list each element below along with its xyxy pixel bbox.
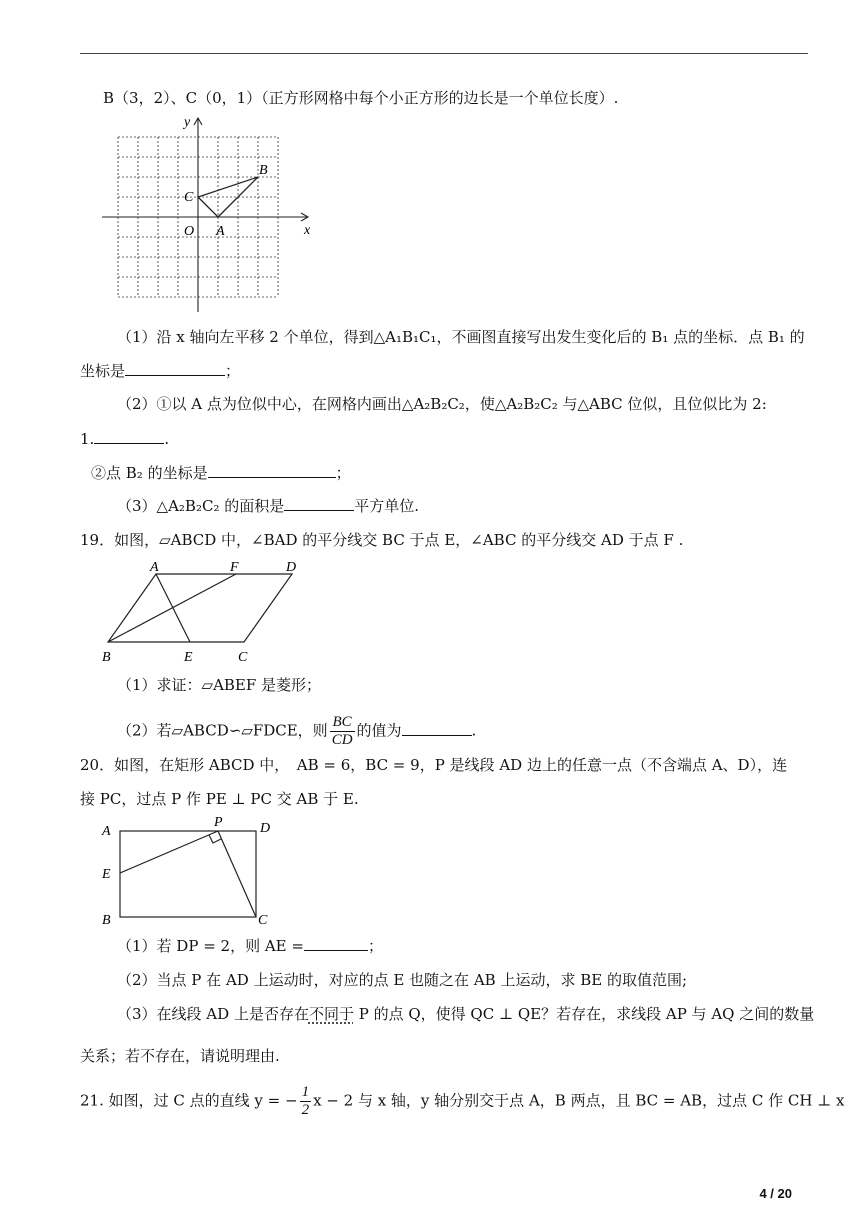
- q20-label-e: E: [102, 867, 111, 882]
- rectangle-figure: [98, 810, 288, 930]
- graph-label-c: C: [184, 190, 194, 205]
- q20-label-c: C: [258, 913, 268, 928]
- q19-fraction-numerator: BC: [330, 714, 355, 732]
- q19-label-c: C: [238, 650, 248, 665]
- q19-stem: 19．如图，▱ABCD 中，∠BAD 的平分线交 BC 于点 E，∠ABC 的平分线交 AD 于点 F .: [80, 531, 684, 549]
- parallelogram-figure: [98, 556, 310, 668]
- q19-label-f: F: [230, 560, 239, 575]
- q20-part3-rest: P 的点 Q，使得 QC ⊥ QE？若存在，求线段 AP 与 AQ 之间的数量: [353, 1005, 815, 1023]
- q19-part2-blank: [402, 721, 472, 736]
- q18-part2-b2-blank: [208, 463, 336, 478]
- q19-part2-prefix: （2）若▱ABCD∽▱FDCE，则: [117, 721, 328, 740]
- q18-part2-b2-suffix: ；: [335, 464, 351, 482]
- q21-stem-prefix: 21. 如图，过 C 点的直线 y = −: [80, 1091, 298, 1110]
- q18-part2-ratio: 1.: [80, 430, 95, 448]
- q18-part2-blank: [94, 429, 164, 444]
- q20-part3-prefix: （3）在线段 AD 上是否存在: [117, 1005, 309, 1023]
- q20-part3-line: [117, 1004, 814, 1024]
- q20-label-p: P: [214, 815, 223, 830]
- q19-part2-line: [117, 714, 476, 749]
- q20-label-a: A: [102, 824, 111, 839]
- q19-label-e: E: [184, 650, 193, 665]
- q20-stem-2: 接 PC，过点 P 作 PE ⊥ PC 交 AB 于 E.: [80, 790, 359, 808]
- graph-label-a: A: [216, 224, 225, 239]
- graph-label-y: y: [184, 115, 191, 130]
- q20-part1-suffix: ；: [367, 937, 383, 955]
- q18-part1-suffix: ；: [225, 362, 241, 380]
- q19-part1: （1）求证：▱ABEF 是菱形；: [117, 676, 322, 694]
- graph-label-x: x: [304, 223, 311, 238]
- q18-part3-blank: [284, 496, 354, 511]
- q18-part1: （1）沿 x 轴向左平移 2 个单位，得到△A₁B₁C₁，不画图直接写出发生变化后的 B₁ 点的坐标．点 B₁ 的: [117, 328, 805, 346]
- q18-part2-ratio-line: [80, 429, 169, 449]
- q20-part2: （2）当点 P 在 AD 上运动时，对应的点 E 也随之在 AB 上运动，求 BE 的取值范围;: [117, 971, 688, 989]
- q18-intro: B（3，2）、C（0，1）（正方形网格中每个小正方形的边长是一个单位长度）.: [103, 89, 619, 107]
- q18-part1-blank: [125, 361, 225, 376]
- header-rule: [80, 53, 808, 54]
- q18-part3-suffix: 平方单位.: [354, 497, 420, 515]
- page-number: 4 / 20: [759, 1186, 792, 1201]
- q20-part3-emphasis: 不同于: [308, 1005, 354, 1023]
- graph-label-origin: O: [184, 224, 195, 239]
- q19-fraction: [330, 714, 355, 749]
- q20-label-b: B: [102, 913, 111, 928]
- q21-fraction-denominator: 2: [301, 1102, 310, 1118]
- q18-part3-prefix: （3）△A₂B₂C₂ 的面积是: [117, 497, 285, 515]
- q20-part1-line: [117, 936, 383, 956]
- q19-label-a: A: [150, 560, 159, 575]
- q18-part3-line: [117, 496, 419, 516]
- q19-label-d: D: [286, 560, 297, 575]
- q19-label-b: B: [102, 650, 111, 665]
- q21-fraction: [300, 1084, 312, 1119]
- graph-label-b: B: [259, 163, 268, 178]
- q19-fraction-denominator: CD: [331, 732, 353, 748]
- q20-label-d: D: [260, 821, 271, 836]
- q18-part1-answer-line: [80, 361, 240, 381]
- q21-stem: [80, 1084, 845, 1119]
- q18-part2-b2-line: [91, 463, 351, 483]
- q19-part2-suffix: .: [471, 721, 477, 740]
- q18-part2-b2-prefix: ②点 B₂ 的坐标是: [91, 464, 208, 482]
- q20-part1-blank: [304, 936, 368, 951]
- q19-part2-mid: 的值为: [356, 721, 402, 740]
- q20-part1-prefix: （1）若 DP = 2，则 AE =: [117, 937, 304, 955]
- q21-stem-rest: x − 2 与 x 轴，y 轴分别交于点 A，B 两点，且 BC = AB，过点 C 作 CH ⊥ x: [313, 1091, 845, 1110]
- q21-fraction-numerator: 1: [301, 1084, 310, 1100]
- q20-part3-continued: 关系；若不存在，请说明理由.: [80, 1047, 280, 1065]
- q18-part2-period: .: [164, 430, 170, 448]
- q20-stem: 20．如图，在矩形 ABCD 中， AB = 6，BC = 9，P 是线段 AD 边上的任意一点（不含端点 A、D），连: [80, 756, 788, 774]
- coordinate-grid-figure: [98, 112, 318, 312]
- q18-part2: （2）①以 A 点为位似中心，在网格内画出△A₂B₂C₂，使△A₂B₂C₂ 与△ABC 位似，且位似比为 2:: [117, 395, 767, 413]
- q18-part1-prefix: 坐标是: [80, 362, 126, 380]
